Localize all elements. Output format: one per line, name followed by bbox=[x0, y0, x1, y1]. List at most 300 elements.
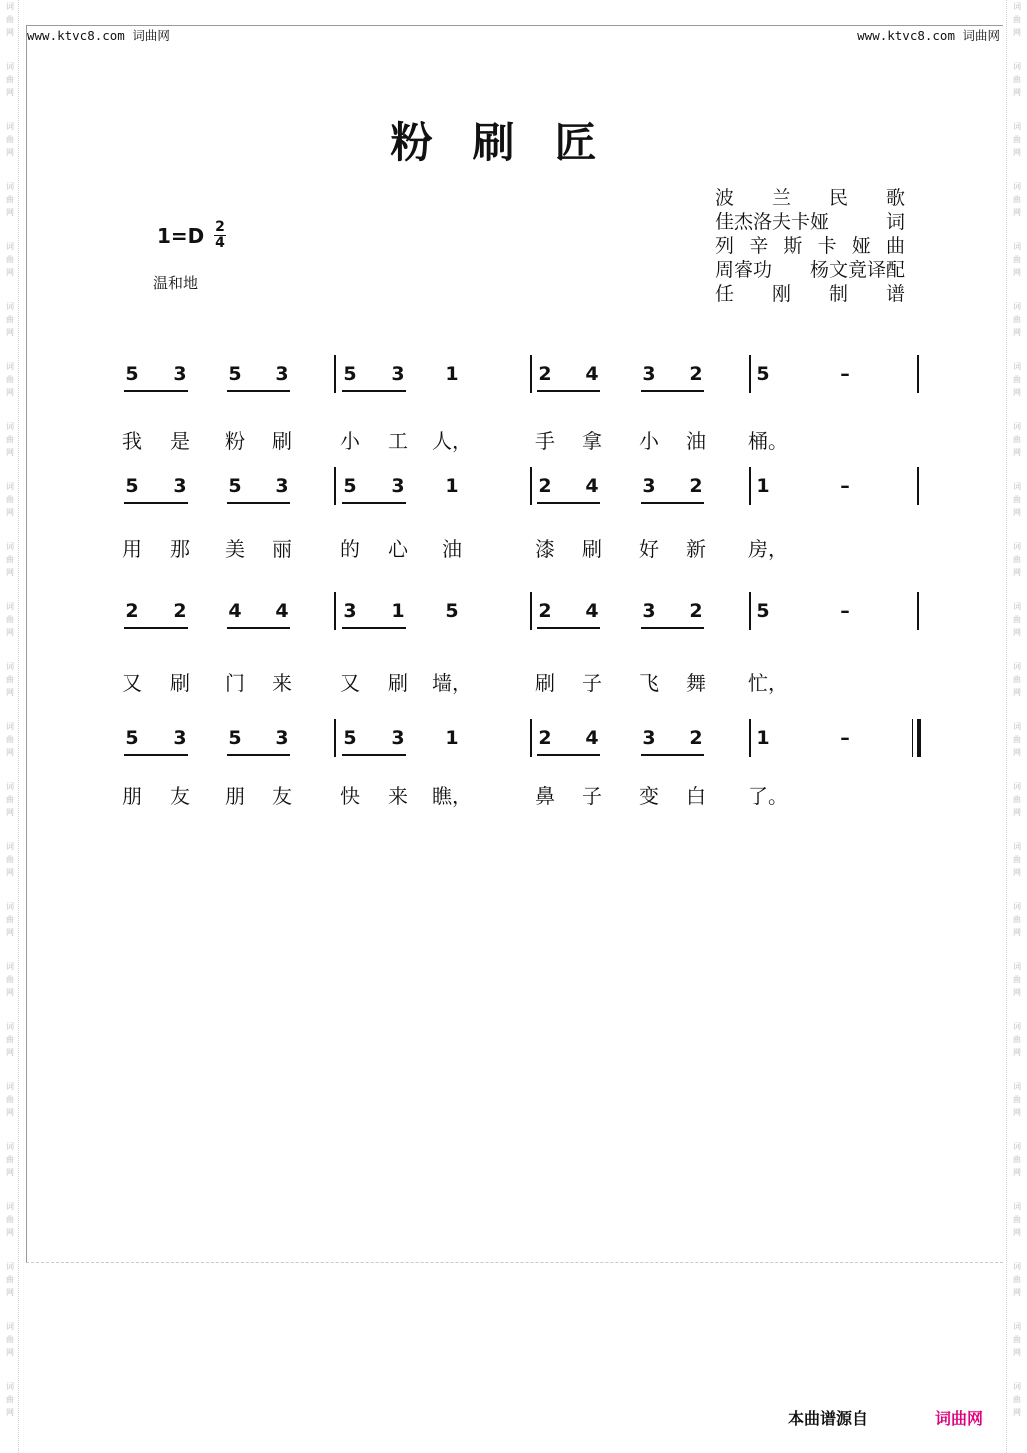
lyric-syllable: 我 bbox=[122, 429, 142, 453]
watermark-glyph: 曲 bbox=[6, 255, 14, 264]
score-system bbox=[0, 363, 1027, 403]
eighth-note-beam bbox=[124, 627, 188, 629]
note: 1 bbox=[445, 363, 459, 385]
lyric-syllable: 飞 bbox=[639, 671, 659, 695]
watermark-glyph: 网 bbox=[6, 508, 14, 517]
note: 2 bbox=[125, 600, 139, 622]
credit-text: 刚 bbox=[771, 283, 791, 305]
lyric-syllable: 鼻 bbox=[535, 784, 555, 808]
watermark-glyph: 词 bbox=[1013, 422, 1021, 431]
barline bbox=[334, 592, 336, 630]
note: 3 bbox=[642, 600, 656, 622]
watermark-glyph: 网 bbox=[1013, 268, 1021, 277]
watermark-glyph: 曲 bbox=[6, 15, 14, 24]
watermark-glyph: 曲 bbox=[1013, 555, 1021, 564]
note: 3 bbox=[275, 727, 289, 749]
barline bbox=[334, 355, 336, 393]
note: 4 bbox=[228, 600, 242, 622]
watermark-glyph: 网 bbox=[1013, 628, 1021, 637]
watermark-glyph: 曲 bbox=[1013, 795, 1021, 804]
barline bbox=[749, 592, 751, 630]
watermark-glyph: 曲 bbox=[6, 195, 14, 204]
watermark-glyph: 网 bbox=[1013, 508, 1021, 517]
score-system bbox=[0, 727, 1027, 767]
lyric-line bbox=[0, 425, 1027, 455]
watermark-glyph: 词 bbox=[6, 1382, 14, 1391]
lyric-syllable: 是 bbox=[170, 429, 190, 453]
score-system bbox=[0, 475, 1027, 515]
watermark-unit bbox=[6, 1080, 14, 1140]
watermark-glyph: 词 bbox=[1013, 122, 1021, 131]
lyric-line bbox=[0, 780, 1027, 810]
watermark-glyph: 曲 bbox=[1013, 75, 1021, 84]
lyric-syllable: 漆 bbox=[535, 537, 555, 561]
eighth-note-beam bbox=[641, 390, 704, 392]
watermark-glyph: 曲 bbox=[1013, 1035, 1021, 1044]
watermark-glyph: 词 bbox=[6, 422, 14, 431]
watermark-unit bbox=[6, 840, 14, 900]
credit-text: 列 bbox=[715, 235, 735, 257]
watermark-unit bbox=[1013, 1320, 1021, 1380]
watermark-glyph: 网 bbox=[1013, 1288, 1021, 1297]
watermark-unit bbox=[1013, 180, 1021, 240]
note: 2 bbox=[689, 363, 703, 385]
lyric-syllable: 快 bbox=[340, 784, 360, 808]
credits-block bbox=[715, 186, 905, 306]
watermark-glyph: 词 bbox=[1013, 362, 1021, 371]
watermark-glyph: 网 bbox=[6, 1168, 14, 1177]
watermark-glyph: 词 bbox=[6, 62, 14, 71]
note: 3 bbox=[391, 475, 405, 497]
watermark-unit bbox=[6, 1320, 14, 1380]
note: 5 bbox=[125, 475, 139, 497]
lyric-syllable: 美 bbox=[225, 537, 245, 561]
lyric-syllable: 用 bbox=[122, 537, 142, 561]
watermark-glyph: 网 bbox=[1013, 868, 1021, 877]
lyric-syllable: 来 bbox=[272, 671, 292, 695]
note: 5 bbox=[756, 363, 770, 385]
page-frame-bottom bbox=[26, 1262, 1003, 1263]
note: 4 bbox=[585, 363, 599, 385]
credit-text: 卡 bbox=[817, 235, 837, 257]
watermark-glyph: 网 bbox=[1013, 688, 1021, 697]
watermark-unit bbox=[6, 0, 14, 60]
lyric-syllable: 丽 bbox=[272, 537, 292, 561]
key-signature: 1=D bbox=[157, 224, 205, 248]
watermark-glyph: 网 bbox=[1013, 148, 1021, 157]
lyric-syllable: 刷 bbox=[388, 671, 408, 695]
watermark-glyph: 词 bbox=[1013, 62, 1021, 71]
watermark-unit bbox=[1013, 1080, 1021, 1140]
note: 5 bbox=[343, 727, 357, 749]
eighth-note-beam bbox=[641, 754, 704, 756]
watermark-glyph: 词 bbox=[6, 302, 14, 311]
credit-text: 民 bbox=[828, 187, 848, 209]
lyric-syllable: 又 bbox=[122, 671, 142, 695]
watermark-glyph: 词 bbox=[1013, 1082, 1021, 1091]
note: 2 bbox=[538, 363, 552, 385]
watermark-glyph: 曲 bbox=[6, 855, 14, 864]
credit-text: 辛 bbox=[749, 235, 769, 257]
watermark-glyph: 曲 bbox=[1013, 1095, 1021, 1104]
watermark-glyph: 曲 bbox=[6, 75, 14, 84]
barline bbox=[530, 719, 532, 757]
watermark-glyph: 曲 bbox=[1013, 255, 1021, 264]
watermark-glyph: 词 bbox=[1013, 302, 1021, 311]
note: 5 bbox=[228, 475, 242, 497]
watermark-glyph: 网 bbox=[1013, 748, 1021, 757]
watermark-glyph: 曲 bbox=[1013, 315, 1021, 324]
watermark-glyph: 曲 bbox=[1013, 375, 1021, 384]
note: 5 bbox=[228, 727, 242, 749]
credit-text: 周睿功 bbox=[715, 259, 773, 281]
watermark-glyph: 网 bbox=[1013, 328, 1021, 337]
watermark-glyph: 词 bbox=[6, 902, 14, 911]
eighth-note-beam bbox=[124, 754, 188, 756]
watermark-glyph: 网 bbox=[1013, 1048, 1021, 1057]
watermark-glyph: 网 bbox=[6, 808, 14, 817]
tempo-marking: 温和地 bbox=[153, 274, 199, 292]
watermark-glyph: 词 bbox=[6, 122, 14, 131]
note: 5 bbox=[125, 363, 139, 385]
watermark-glyph: 曲 bbox=[6, 675, 14, 684]
credit-line bbox=[715, 210, 905, 234]
watermark-unit bbox=[6, 1380, 14, 1440]
watermark-unit bbox=[6, 1140, 14, 1200]
eighth-note-beam bbox=[641, 627, 704, 629]
watermark-glyph: 词 bbox=[1013, 602, 1021, 611]
barline bbox=[334, 719, 336, 757]
lyric-line bbox=[0, 533, 1027, 563]
watermark-glyph: 曲 bbox=[6, 615, 14, 624]
credit-text: 兰 bbox=[771, 187, 791, 209]
watermark-glyph: 词 bbox=[1013, 182, 1021, 191]
watermark-glyph: 网 bbox=[1013, 1228, 1021, 1237]
watermark-glyph: 词 bbox=[6, 2, 14, 11]
watermark-glyph: 词 bbox=[1013, 1382, 1021, 1391]
watermark-glyph: 词 bbox=[6, 242, 14, 251]
note: 2 bbox=[538, 727, 552, 749]
lyric-syllable: 工 bbox=[388, 429, 408, 453]
watermark-glyph: 网 bbox=[1013, 88, 1021, 97]
watermark-glyph: 网 bbox=[6, 1288, 14, 1297]
lyric-syllable: 油 bbox=[442, 537, 462, 561]
watermark-unit bbox=[6, 900, 14, 960]
lyric-syllable: 桶。 bbox=[748, 429, 788, 453]
watermark-unit bbox=[1013, 300, 1021, 360]
dash-note: – bbox=[840, 600, 850, 622]
note: 1 bbox=[756, 475, 770, 497]
lyric-syllable: 的 bbox=[340, 537, 360, 561]
watermark-glyph: 词 bbox=[1013, 1322, 1021, 1331]
watermark-glyph: 网 bbox=[1013, 388, 1021, 397]
watermark-glyph: 网 bbox=[6, 1108, 14, 1117]
eighth-note-beam bbox=[342, 390, 406, 392]
watermark-glyph: 网 bbox=[6, 28, 14, 37]
note: 2 bbox=[538, 475, 552, 497]
note: 3 bbox=[173, 475, 187, 497]
watermark-glyph: 曲 bbox=[6, 495, 14, 504]
watermark-glyph: 词 bbox=[6, 782, 14, 791]
eighth-note-beam bbox=[342, 627, 406, 629]
lyric-syllable: 人， bbox=[432, 429, 472, 453]
note: 5 bbox=[343, 475, 357, 497]
credit-text: 娅 bbox=[851, 235, 871, 257]
watermark-glyph: 网 bbox=[6, 568, 14, 577]
watermark-glyph: 网 bbox=[1013, 28, 1021, 37]
note: 3 bbox=[275, 363, 289, 385]
watermark-glyph: 网 bbox=[6, 328, 14, 337]
watermark-glyph: 曲 bbox=[1013, 975, 1021, 984]
watermark-glyph: 网 bbox=[6, 448, 14, 457]
note: 4 bbox=[585, 727, 599, 749]
watermark-glyph: 网 bbox=[6, 1228, 14, 1237]
watermark-glyph: 曲 bbox=[1013, 15, 1021, 24]
eighth-note-beam bbox=[342, 754, 406, 756]
watermark-glyph: 曲 bbox=[6, 1155, 14, 1164]
watermark-glyph: 词 bbox=[6, 962, 14, 971]
note: 3 bbox=[642, 363, 656, 385]
lyric-syllable: 来 bbox=[388, 784, 408, 808]
watermark-glyph: 词 bbox=[1013, 2, 1021, 11]
credit-text: 佳杰洛夫卡娅 bbox=[715, 211, 830, 233]
watermark-glyph: 曲 bbox=[1013, 735, 1021, 744]
barline bbox=[749, 719, 751, 757]
barline bbox=[749, 355, 751, 393]
note: 3 bbox=[343, 600, 357, 622]
watermark-glyph: 词 bbox=[1013, 1142, 1021, 1151]
lyric-syllable: 子 bbox=[582, 784, 602, 808]
watermark-glyph: 曲 bbox=[6, 1395, 14, 1404]
watermark-glyph: 词 bbox=[1013, 722, 1021, 731]
watermark-glyph: 词 bbox=[1013, 482, 1021, 491]
eighth-note-beam bbox=[227, 627, 290, 629]
watermark-glyph: 网 bbox=[6, 208, 14, 217]
watermark-glyph: 词 bbox=[6, 1082, 14, 1091]
watermark-unit bbox=[6, 1020, 14, 1080]
barline bbox=[749, 467, 751, 505]
note: 3 bbox=[642, 727, 656, 749]
lyric-syllable: 拿 bbox=[582, 429, 602, 453]
watermark-unit bbox=[6, 1200, 14, 1260]
credit-text: 波 bbox=[715, 187, 735, 209]
watermark-glyph: 曲 bbox=[1013, 855, 1021, 864]
lyric-syllable: 朋 bbox=[122, 784, 142, 808]
watermark-glyph: 曲 bbox=[1013, 195, 1021, 204]
watermark-glyph: 曲 bbox=[6, 1335, 14, 1344]
score-system bbox=[0, 600, 1027, 640]
watermark-glyph: 曲 bbox=[1013, 1155, 1021, 1164]
header-site-left: www.ktvc8.com 词曲网 bbox=[27, 28, 170, 43]
time-signature bbox=[214, 220, 226, 251]
watermark-glyph: 网 bbox=[6, 388, 14, 397]
lyric-syllable: 新 bbox=[686, 537, 706, 561]
note: 2 bbox=[689, 475, 703, 497]
watermark-unit bbox=[1013, 840, 1021, 900]
eighth-note-beam bbox=[537, 627, 600, 629]
watermark-glyph: 曲 bbox=[1013, 1215, 1021, 1224]
barline bbox=[530, 592, 532, 630]
lyric-syllable: 手 bbox=[535, 429, 555, 453]
watermark-glyph: 网 bbox=[1013, 928, 1021, 937]
time-signature-top: 2 bbox=[215, 219, 225, 235]
watermark-glyph: 词 bbox=[1013, 1262, 1021, 1271]
lyric-syllable: 刷 bbox=[582, 537, 602, 561]
watermark-unit bbox=[1013, 1200, 1021, 1260]
dash-note: – bbox=[840, 727, 850, 749]
watermark-glyph: 网 bbox=[1013, 808, 1021, 817]
watermark-unit bbox=[1013, 0, 1021, 60]
watermark-glyph: 词 bbox=[6, 662, 14, 671]
watermark-glyph: 词 bbox=[6, 542, 14, 551]
lyric-syllable: 粉 bbox=[225, 429, 245, 453]
watermark-glyph: 网 bbox=[1013, 1108, 1021, 1117]
lyric-line bbox=[0, 667, 1027, 697]
note: 1 bbox=[445, 475, 459, 497]
watermark-unit bbox=[1013, 1020, 1021, 1080]
watermark-unit bbox=[1013, 1380, 1021, 1440]
lyric-syllable: 好 bbox=[639, 537, 659, 561]
watermark-glyph: 词 bbox=[1013, 1202, 1021, 1211]
eighth-note-beam bbox=[537, 502, 600, 504]
eighth-note-beam bbox=[227, 502, 290, 504]
watermark-glyph: 网 bbox=[1013, 1348, 1021, 1357]
watermark-glyph: 曲 bbox=[6, 1095, 14, 1104]
note: 4 bbox=[275, 600, 289, 622]
watermark-glyph: 词 bbox=[6, 602, 14, 611]
watermark-glyph: 词 bbox=[1013, 902, 1021, 911]
watermark-glyph: 曲 bbox=[1013, 495, 1021, 504]
watermark-glyph: 网 bbox=[6, 628, 14, 637]
watermark-glyph: 词 bbox=[6, 1022, 14, 1031]
lyric-syllable: 了。 bbox=[748, 784, 788, 808]
watermark-unit bbox=[1013, 1140, 1021, 1200]
watermark-glyph: 曲 bbox=[1013, 615, 1021, 624]
watermark-unit bbox=[6, 300, 14, 360]
watermark-unit bbox=[1013, 960, 1021, 1020]
header-site-right: www.ktvc8.com 词曲网 bbox=[857, 28, 1000, 43]
watermark-glyph: 网 bbox=[1013, 568, 1021, 577]
eighth-note-beam bbox=[124, 502, 188, 504]
watermark-glyph: 网 bbox=[6, 88, 14, 97]
note: 2 bbox=[173, 600, 187, 622]
watermark-glyph: 曲 bbox=[1013, 1395, 1021, 1404]
note: 2 bbox=[689, 727, 703, 749]
credit-text: 词 bbox=[885, 211, 905, 233]
watermark-glyph: 词 bbox=[1013, 542, 1021, 551]
note: 5 bbox=[228, 363, 242, 385]
note: 2 bbox=[538, 600, 552, 622]
eighth-note-beam bbox=[124, 390, 188, 392]
note: 2 bbox=[689, 600, 703, 622]
lyric-syllable: 门 bbox=[225, 671, 245, 695]
credit-line bbox=[715, 282, 905, 306]
watermark-unit bbox=[1013, 900, 1021, 960]
note: 1 bbox=[391, 600, 405, 622]
note: 5 bbox=[445, 600, 459, 622]
watermark-glyph: 词 bbox=[1013, 782, 1021, 791]
credit-text: 曲 bbox=[885, 235, 905, 257]
lyric-syllable: 小 bbox=[340, 429, 360, 453]
watermark-glyph: 词 bbox=[1013, 842, 1021, 851]
watermark-glyph: 网 bbox=[6, 1048, 14, 1057]
lyric-syllable: 刷 bbox=[272, 429, 292, 453]
credit-text: 杨文竟译配 bbox=[809, 259, 905, 281]
watermark-glyph: 网 bbox=[6, 1408, 14, 1417]
watermark-glyph: 词 bbox=[6, 722, 14, 731]
watermark-glyph: 网 bbox=[6, 988, 14, 997]
lyric-syllable: 刷 bbox=[535, 671, 555, 695]
credit-line bbox=[715, 186, 905, 210]
note: 3 bbox=[275, 475, 289, 497]
dash-note: – bbox=[840, 475, 850, 497]
watermark-glyph: 词 bbox=[6, 1262, 14, 1271]
barline bbox=[530, 467, 532, 505]
barline bbox=[917, 355, 919, 393]
watermark-glyph: 网 bbox=[6, 688, 14, 697]
watermark-glyph: 曲 bbox=[1013, 435, 1021, 444]
watermark-glyph: 曲 bbox=[6, 1035, 14, 1044]
watermark-glyph: 词 bbox=[1013, 1022, 1021, 1031]
watermark-unit bbox=[6, 960, 14, 1020]
lyric-syllable: 白 bbox=[686, 784, 706, 808]
credit-text: 斯 bbox=[783, 235, 803, 257]
watermark-glyph: 词 bbox=[1013, 962, 1021, 971]
eighth-note-beam bbox=[342, 502, 406, 504]
watermark-unit bbox=[1013, 240, 1021, 300]
watermark-glyph: 词 bbox=[6, 362, 14, 371]
note: 3 bbox=[173, 363, 187, 385]
time-signature-bottom: 4 bbox=[215, 235, 225, 251]
watermark-unit bbox=[1013, 1260, 1021, 1320]
watermark-glyph: 曲 bbox=[6, 435, 14, 444]
eighth-note-beam bbox=[227, 754, 290, 756]
watermark-glyph: 曲 bbox=[6, 795, 14, 804]
watermark-glyph: 网 bbox=[1013, 988, 1021, 997]
watermark-glyph: 曲 bbox=[1013, 135, 1021, 144]
lyric-syllable: 子 bbox=[582, 671, 602, 695]
note: 4 bbox=[585, 475, 599, 497]
watermark-glyph: 词 bbox=[6, 182, 14, 191]
note: 4 bbox=[585, 600, 599, 622]
eighth-note-beam bbox=[641, 502, 704, 504]
barline bbox=[334, 467, 336, 505]
watermark-unit bbox=[6, 180, 14, 240]
barline bbox=[917, 467, 919, 505]
watermark-glyph: 曲 bbox=[1013, 1275, 1021, 1284]
note: 3 bbox=[391, 727, 405, 749]
note: 1 bbox=[445, 727, 459, 749]
note: 5 bbox=[756, 600, 770, 622]
watermark-glyph: 词 bbox=[1013, 662, 1021, 671]
lyric-syllable: 变 bbox=[639, 784, 659, 808]
eighth-note-beam bbox=[227, 390, 290, 392]
lyric-syllable: 心 bbox=[388, 537, 408, 561]
credit-text: 谱 bbox=[885, 283, 905, 305]
lyric-syllable: 房， bbox=[748, 537, 788, 561]
watermark-glyph: 网 bbox=[6, 748, 14, 757]
note: 3 bbox=[173, 727, 187, 749]
watermark-glyph: 网 bbox=[6, 1348, 14, 1357]
watermark-glyph: 网 bbox=[6, 148, 14, 157]
footer-brand[interactable]: 词曲网 bbox=[935, 1409, 984, 1428]
watermark-glyph: 曲 bbox=[6, 915, 14, 924]
credit-text: 歌 bbox=[885, 187, 905, 209]
watermark-glyph: 曲 bbox=[6, 135, 14, 144]
final-barline bbox=[917, 719, 921, 757]
watermark-glyph: 词 bbox=[6, 1202, 14, 1211]
lyric-syllable: 那 bbox=[170, 537, 190, 561]
